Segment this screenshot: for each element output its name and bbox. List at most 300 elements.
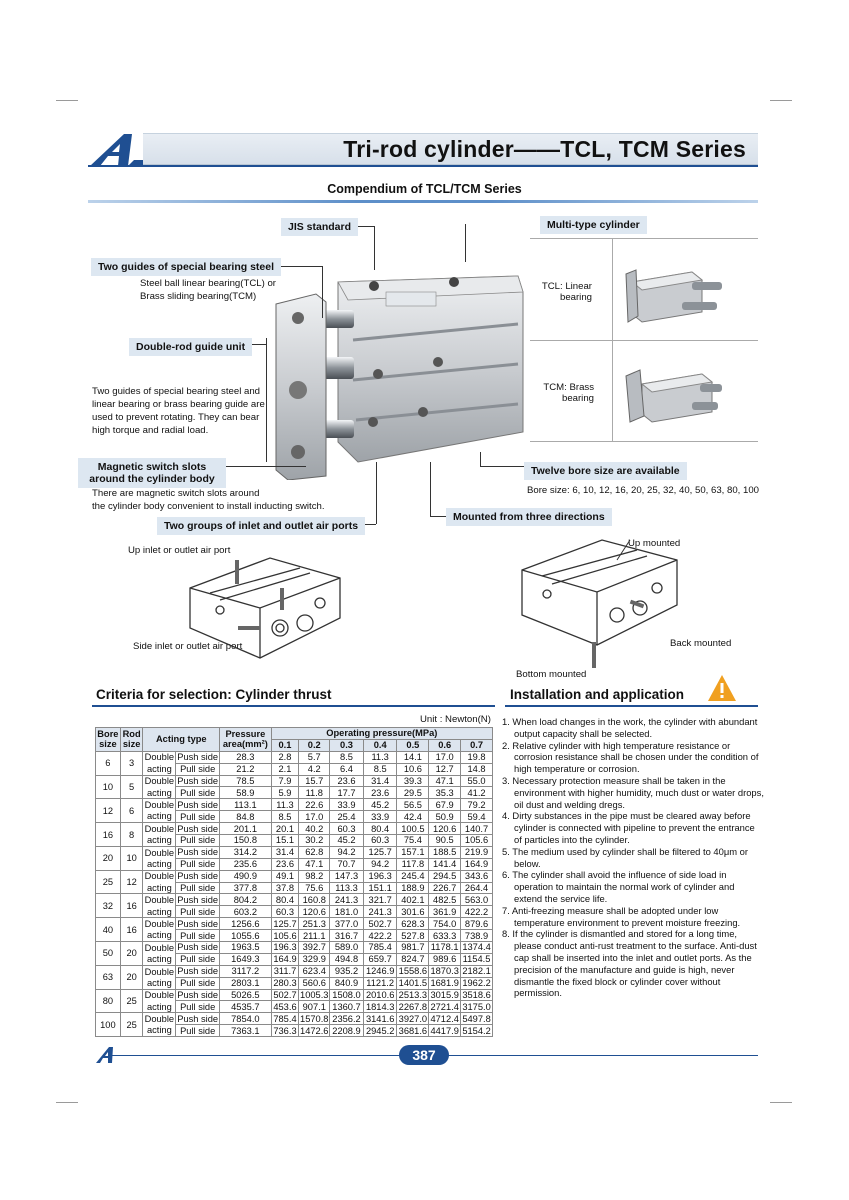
double-label-cell: Double — [144, 966, 175, 977]
thrust-value-cell: 560.6 — [299, 977, 330, 989]
thrust-value-cell: 482.5 — [429, 894, 461, 906]
thrust-value-cell: 301.6 — [397, 906, 429, 918]
thrust-value-cell: 422.2 — [363, 930, 397, 942]
table-row — [96, 942, 493, 954]
thrust-value-cell: 11.3 — [363, 751, 397, 763]
connector-line — [480, 452, 481, 466]
header-rod: Rod size — [120, 728, 143, 752]
thrust-value-cell: 628.3 — [397, 918, 429, 930]
thrust-value-cell: 226.7 — [429, 882, 461, 894]
thrust-value-cell: 105.6 — [271, 930, 299, 942]
rod-cell: 25 — [120, 989, 143, 1013]
pressure-header: 0.1 — [271, 739, 299, 751]
pressure-area-cell: 150.8 — [220, 835, 272, 847]
tcm-label: TCM: Brass bearing — [543, 382, 594, 404]
thrust-value-cell: 125.7 — [271, 918, 299, 930]
thrust-value-cell: 361.9 — [429, 906, 461, 918]
thrust-value-cell: 4.2 — [299, 763, 330, 775]
pull-side-cell: Pull side — [176, 930, 220, 942]
thrust-value-cell: 70.7 — [330, 858, 364, 870]
thrust-value-cell: 2.1 — [271, 763, 299, 775]
bore-cell: 80 — [96, 989, 121, 1013]
air-ports-tag: Two groups of inlet and outlet air ports — [157, 517, 365, 535]
thrust-value-cell: 25.4 — [330, 811, 364, 823]
thrust-value-cell: 33.9 — [330, 799, 364, 811]
thrust-value-cell: 280.3 — [271, 977, 299, 989]
table-row — [96, 1013, 493, 1025]
thrust-value-cell: 39.3 — [397, 775, 429, 787]
thrust-value-cell: 117.8 — [397, 858, 429, 870]
pull-side-cell: Pull side — [176, 977, 220, 989]
thrust-value-cell: 736.3 — [271, 1025, 299, 1037]
thrust-value-cell: 31.4 — [363, 775, 397, 787]
thrust-value-cell: 17.0 — [299, 811, 330, 823]
thrust-value-cell: 23.6 — [363, 787, 397, 799]
pull-side-cell: Pull side — [176, 906, 220, 918]
thrust-value-cell: 140.7 — [461, 823, 493, 835]
thrust-value-cell: 2513.3 — [398, 990, 428, 1001]
pressure-area-cell: 235.6 — [220, 858, 272, 870]
thrust-value-cell: 1508.0 — [330, 989, 364, 1001]
thrust-value-cell: 2208.9 — [330, 1025, 364, 1037]
thrust-value-cell: 1962.2 — [462, 978, 491, 989]
thrust-value-cell: 935.2 — [330, 965, 364, 977]
header-acting-type: Acting type — [143, 728, 220, 752]
rod-cell: 8 — [120, 823, 143, 847]
thrust-value-cell: 6.4 — [330, 763, 364, 775]
pressure-area-cell: 4535.7 — [220, 1001, 272, 1013]
double-label-cell: Double — [144, 918, 175, 929]
thrust-value-cell: 59.4 — [461, 811, 493, 823]
push-side-cell: Push side — [177, 776, 219, 786]
thrust-value-cell: 113.3 — [330, 882, 364, 894]
list-item: 3. Necessary protection measure shall be taken in the environment with higher humidity, much dust or water drops, oil dust and welding dregs. — [502, 774, 764, 810]
thrust-value-cell: 2945.2 — [363, 1025, 397, 1037]
thrust-value-cell: 41.2 — [461, 787, 493, 799]
tcl-cylinder-photo — [622, 252, 732, 330]
table-row — [96, 1001, 493, 1013]
list-item: 4. Dirty substances in the pipe must be cleared away before cylinder is connected with pipeline to prevent the entrance of particles into the cylinder. — [502, 810, 755, 845]
air-port-drawing — [180, 548, 350, 668]
thrust-value-cell: 563.0 — [461, 894, 493, 906]
thrust-value-cell: 60.3 — [363, 835, 397, 847]
thrust-value-cell: 147.3 — [330, 870, 364, 882]
header-pressure-area: Pressure area(mm²) — [220, 728, 272, 752]
thrust-value-cell: 160.8 — [299, 894, 330, 906]
tcl-label: TCL: Linear bearing — [541, 281, 592, 303]
thrust-value-cell: 20.1 — [271, 823, 299, 835]
thrust-value-cell: 316.7 — [330, 930, 364, 942]
thrust-value-cell: 981.7 — [397, 942, 429, 954]
acting-label-cell: acting — [143, 930, 176, 942]
thrust-value-cell: 3927.0 — [398, 1013, 428, 1024]
pressure-area-cell: 1256.6 — [220, 918, 272, 930]
list-item: 1. When load changes in the work, the cylinder with abundant output capacity shall be selected. — [502, 716, 758, 739]
table-row — [96, 799, 493, 811]
thrust-value-cell: 23.6 — [330, 775, 364, 787]
thrust-value-cell: 56.5 — [397, 799, 429, 811]
connector-line — [376, 462, 377, 524]
double-rod-text: Two guides of special bearing steel and linear bearing or brass bearing guide are used to prevent rotating. They can bear high torque and radial load. — [92, 386, 265, 436]
pressure-header: 0.4 — [363, 739, 397, 751]
connector-line — [252, 344, 266, 345]
double-label-cell: Double — [144, 800, 175, 811]
double-label-cell: Double — [144, 990, 175, 1001]
header-bar — [143, 133, 758, 165]
bore-cell: 16 — [96, 823, 121, 847]
mounting-drawing — [512, 530, 692, 670]
table-row — [96, 965, 493, 977]
thrust-value-cell: 241.3 — [363, 906, 397, 918]
table-row — [96, 894, 493, 906]
thrust-value-cell: 1154.5 — [461, 953, 493, 965]
up-mounted-label: Up mounted — [628, 538, 681, 549]
double-label-cell: Double — [144, 776, 175, 787]
crop-mark — [770, 100, 792, 101]
bottom-mounted-label: Bottom mounted — [516, 669, 587, 680]
thrust-value-cell: 211.1 — [299, 930, 330, 942]
thrust-value-cell: 188.9 — [397, 882, 429, 894]
multi-type-divider-h — [530, 340, 758, 341]
thrust-value-cell: 392.7 — [299, 942, 330, 954]
push-side-cell: Push side — [177, 871, 219, 882]
thrust-value-cell: 40.2 — [299, 823, 330, 835]
push-side-cell: Push side — [177, 823, 219, 834]
double-label-cell: Double — [144, 823, 175, 834]
table-row — [96, 953, 493, 965]
rod-cell: 3 — [120, 751, 143, 775]
crop-mark — [56, 1102, 78, 1103]
table-row — [96, 787, 493, 799]
push-side-cell: Push side — [177, 752, 219, 763]
thrust-value-cell: 377.0 — [330, 918, 364, 930]
thrust-value-cell: 453.6 — [271, 1001, 299, 1013]
thrust-value-cell: 80.4 — [271, 894, 299, 906]
connector-line — [465, 224, 466, 262]
thrust-value-cell: 17.0 — [429, 751, 461, 763]
thrust-value-cell: 60.3 — [271, 906, 299, 918]
thrust-value-cell: 75.4 — [397, 835, 429, 847]
pull-side-cell: Pull side — [176, 858, 220, 870]
thrust-value-cell: 1246.9 — [363, 965, 397, 977]
thrust-value-cell: 8.5 — [330, 751, 364, 763]
thrust-value-cell: 343.6 — [461, 870, 493, 882]
thrust-value-cell: 94.2 — [363, 858, 397, 870]
bore-cell: 10 — [96, 775, 121, 799]
push-side-cell: Push side — [177, 847, 219, 858]
rod-cell: 12 — [120, 870, 143, 894]
thrust-value-cell: 623.4 — [299, 965, 330, 977]
pull-side-cell: Pull side — [176, 787, 220, 799]
thrust-value-cell: 80.4 — [363, 823, 397, 835]
push-side-cell: Push side — [177, 918, 219, 929]
thrust-value-cell: 2.8 — [271, 751, 299, 763]
thrust-value-cell: 90.5 — [429, 835, 461, 847]
bore-cell: 25 — [96, 870, 121, 894]
magnetic-slots-text: There are magnetic switch slots around the cylinder body convenient to install inducting switch. — [92, 488, 325, 512]
thrust-value-cell: 1121.2 — [363, 977, 397, 989]
thrust-value-cell: 494.8 — [330, 953, 364, 965]
thrust-value-cell: 329.9 — [299, 953, 330, 965]
thrust-value-cell: 989.6 — [429, 953, 461, 965]
side-inlet-label: Side inlet or outlet air port — [133, 641, 243, 652]
back-mounted-label: Back mounted — [670, 638, 732, 649]
thrust-value-cell: 29.5 — [397, 787, 429, 799]
page-number: 387 — [399, 1045, 449, 1065]
brand-logo-icon — [88, 130, 146, 168]
thrust-value-cell: 1401.5 — [398, 978, 428, 989]
tcm-cylinder-photo — [622, 356, 732, 428]
thrust-value-cell: 151.1 — [363, 882, 397, 894]
thrust-value-cell: 3518.6 — [462, 990, 491, 1001]
thrust-value-cell: 785.4 — [363, 942, 397, 954]
thrust-value-cell: 3015.9 — [430, 990, 459, 1001]
push-side-cell: Push side — [177, 1013, 219, 1024]
installation-list — [502, 716, 764, 999]
double-label-cell: Double — [144, 1014, 175, 1025]
crop-mark — [770, 1102, 792, 1103]
connector-line — [480, 466, 524, 467]
pressure-area-cell: 1963.5 — [220, 942, 272, 954]
thrust-value-cell: 4712.4 — [430, 1013, 459, 1024]
thrust-value-cell: 188.5 — [429, 846, 461, 858]
thrust-value-cell: 824.7 — [397, 953, 429, 965]
acting-label-cell: acting — [143, 835, 176, 847]
thrust-value-cell: 907.1 — [299, 1001, 330, 1013]
pressure-area-cell: 58.9 — [220, 787, 272, 799]
thrust-value-cell: 98.2 — [299, 870, 330, 882]
thrust-value-cell: 1681.9 — [430, 978, 459, 989]
thrust-value-cell: 47.1 — [429, 775, 461, 787]
table-row — [96, 882, 493, 894]
thrust-value-cell: 1558.6 — [398, 966, 428, 977]
thrust-value-cell: 321.7 — [363, 894, 397, 906]
thrust-value-cell: 120.6 — [429, 823, 461, 835]
unit-label: Unit : Newton(N) — [420, 714, 491, 725]
thrust-value-cell: 5.9 — [271, 787, 299, 799]
rod-cell: 25 — [120, 1013, 143, 1037]
rod-cell: 16 — [120, 918, 143, 942]
acting-label-cell: acting — [143, 953, 176, 965]
pull-side-cell: Pull side — [176, 953, 220, 965]
thrust-value-cell: 241.3 — [330, 894, 364, 906]
pressure-header: 0.3 — [330, 739, 364, 751]
pressure-area-cell: 78.5 — [220, 775, 272, 787]
acting-label-cell: acting — [143, 882, 176, 894]
table-row — [96, 930, 493, 942]
thrust-value-cell: 55.0 — [461, 775, 493, 787]
up-inlet-label: Up inlet or outlet air port — [128, 545, 231, 556]
pressure-header: 0.2 — [299, 739, 330, 751]
pressure-area-cell: 5026.5 — [220, 989, 272, 1001]
thrust-value-cell: 23.6 — [271, 858, 299, 870]
double-rod-tag: Double-rod guide unit — [129, 338, 252, 356]
rod-cell: 20 — [120, 965, 143, 989]
rod-cell: 16 — [120, 894, 143, 918]
thrust-value-cell: 11.8 — [299, 787, 330, 799]
thrust-value-cell: 633.3 — [429, 930, 461, 942]
thrust-value-cell: 164.9 — [271, 953, 299, 965]
installation-title: Installation and application — [510, 687, 685, 702]
criteria-title-prefix: Criteria for selection — [96, 687, 228, 702]
thrust-value-cell: 11.3 — [271, 799, 299, 811]
acting-label-cell: acting — [143, 811, 176, 823]
thrust-value-cell: 219.9 — [461, 846, 493, 858]
bore-cell: 32 — [96, 894, 121, 918]
double-label-cell: Double — [144, 752, 175, 763]
table-row — [96, 846, 493, 858]
double-label-cell: Double — [144, 895, 175, 906]
double-label-cell: Double — [144, 847, 175, 858]
pressure-area-cell: 3117.2 — [220, 965, 272, 977]
pressure-area-cell: 201.1 — [220, 823, 272, 835]
thrust-value-cell: 840.9 — [330, 977, 364, 989]
rod-cell: 5 — [120, 775, 143, 799]
thrust-value-cell: 196.3 — [271, 942, 299, 954]
table-row — [96, 811, 493, 823]
thrust-value-cell: 12.7 — [429, 763, 461, 775]
twelve-bore-text: Bore size: 6, 10, 12, 16, 20, 25, 32, 40, 50, 63, 80, 100 — [527, 485, 760, 496]
thrust-value-cell: 5.7 — [299, 751, 330, 763]
pressure-area-cell: 7854.0 — [220, 1013, 272, 1025]
criteria-title — [96, 687, 332, 702]
header-bore: Bore size — [97, 729, 119, 750]
thrust-value-cell: 502.7 — [363, 918, 397, 930]
thrust-value-cell: 3175.0 — [462, 1001, 491, 1012]
thrust-value-cell: 3681.6 — [398, 1025, 428, 1036]
push-side-cell: Push side — [177, 942, 219, 953]
thrust-value-cell: 1360.7 — [330, 1001, 364, 1013]
thrust-value-cell: 30.2 — [299, 835, 330, 847]
acting-label-cell: acting — [143, 787, 176, 799]
acting-label-cell: acting — [143, 906, 176, 918]
bore-cell: 40 — [96, 918, 121, 942]
thrust-value-cell: 14.8 — [461, 763, 493, 775]
rod-cell: 10 — [120, 846, 143, 870]
table-row — [96, 989, 493, 1001]
connector-line — [430, 462, 431, 516]
list-item: 6. The cylinder shall avoid the influence of side load in operation to maintain the normal work of cylinder and extend the service life. — [502, 869, 735, 904]
magnetic-slots-tag: Magnetic switch slots around the cylinder body — [78, 458, 226, 488]
thrust-value-cell: 1374.4 — [462, 942, 491, 953]
twelve-bore-tag: Twelve bore size are available — [524, 462, 687, 480]
thrust-value-cell: 1178.1 — [429, 942, 461, 954]
connector-line — [430, 516, 446, 517]
criteria-divider — [92, 705, 495, 707]
pressure-area-cell: 113.1 — [220, 799, 272, 811]
acting-label-cell: acting — [143, 858, 176, 870]
criteria-title-suffix: : Cylinder thrust — [227, 687, 332, 702]
thrust-value-cell: 10.6 — [397, 763, 429, 775]
thrust-value-cell: 2182.1 — [462, 966, 491, 977]
pressure-header: 0.5 — [397, 739, 429, 751]
thrust-value-cell: 2721.4 — [430, 1001, 459, 1012]
thrust-value-cell: 62.8 — [299, 846, 330, 858]
thrust-value-cell: 50.9 — [429, 811, 461, 823]
thrust-value-cell: 47.1 — [299, 858, 330, 870]
bore-cell: 12 — [96, 799, 121, 823]
thrust-value-cell: 141.4 — [429, 858, 461, 870]
pull-side-cell: Pull side — [176, 882, 220, 894]
table-row — [96, 751, 493, 763]
thrust-value-cell: 785.4 — [271, 1013, 299, 1025]
list-item: 8. If the cylinder is dismantled and stored for a long time, please conduct anti-rust treatment to the surface. Anti-dust cap shall be inserted into the inlet and outlet ports. As the precision of the manufacture and guide is high, never dismantle the fixed block or cylinder cover without permission. — [502, 928, 757, 999]
table-row — [96, 858, 493, 870]
mounted-directions-tag: Mounted from three directions — [446, 508, 612, 526]
thrust-value-cell: 120.6 — [299, 906, 330, 918]
thrust-value-cell: 45.2 — [363, 799, 397, 811]
table-row — [96, 906, 493, 918]
pressure-header: 0.6 — [429, 739, 461, 751]
list-item: 5. The medium used by cylinder shall be filtered to 40μm or below. — [502, 845, 748, 869]
thrust-value-cell: 402.1 — [397, 894, 429, 906]
thrust-value-cell: 17.7 — [330, 787, 364, 799]
thrust-value-cell: 196.3 — [363, 870, 397, 882]
thrust-value-cell: 2010.6 — [363, 989, 397, 1001]
installation-divider — [505, 705, 758, 707]
thrust-value-cell: 35.3 — [429, 787, 461, 799]
push-side-cell: Push side — [177, 990, 219, 1001]
thrust-value-cell: 2356.2 — [330, 1013, 364, 1025]
connector-line — [322, 266, 323, 318]
thrust-value-cell: 251.3 — [299, 918, 330, 930]
table-row — [96, 870, 493, 882]
thrust-value-cell: 659.7 — [363, 953, 397, 965]
double-label-cell: Double — [144, 942, 175, 953]
table-row — [96, 763, 493, 775]
pressure-area-cell: 28.3 — [220, 751, 272, 763]
table-row — [96, 775, 493, 787]
push-side-cell: Push side — [177, 799, 219, 810]
jis-standard-tag: JIS standard — [281, 218, 358, 236]
thrust-value-cell: 2267.8 — [398, 1001, 428, 1012]
thrust-value-cell: 294.5 — [429, 870, 461, 882]
thrust-value-cell: 45.2 — [330, 835, 364, 847]
cylinder-illustration — [268, 262, 538, 480]
rod-cell: 20 — [120, 942, 143, 966]
pressure-area-cell: 804.2 — [220, 894, 272, 906]
connector-line — [226, 466, 306, 467]
bore-cell: 100 — [96, 1013, 121, 1037]
pressure-area-cell: 84.8 — [220, 811, 272, 823]
thrust-value-cell: 1870.3 — [430, 966, 459, 977]
thrust-value-cell: 14.1 — [397, 751, 429, 763]
thrust-value-cell: 527.8 — [397, 930, 429, 942]
thrust-value-cell: 1472.6 — [300, 1025, 329, 1036]
thrust-value-cell: 502.7 — [271, 989, 299, 1001]
thrust-value-cell: 94.2 — [330, 846, 364, 858]
pressure-area-cell: 21.2 — [220, 763, 272, 775]
two-guides-text: Steel ball linear bearing(TCL) or Brass sliding bearing(TCM) — [140, 278, 276, 302]
thrust-value-cell: 75.6 — [299, 882, 330, 894]
acting-label-cell: acting — [143, 1025, 176, 1037]
bore-cell: 63 — [96, 965, 121, 989]
thrust-value-cell: 33.9 — [363, 811, 397, 823]
crop-mark — [56, 100, 78, 101]
thrust-value-cell: 311.7 — [271, 965, 299, 977]
thrust-value-cell: 8.5 — [271, 811, 299, 823]
pressure-area-cell: 1649.3 — [220, 953, 272, 965]
pressure-area-cell: 377.8 — [220, 882, 272, 894]
connector-line — [277, 266, 322, 267]
pull-side-cell: Pull side — [176, 1001, 220, 1013]
header-divider — [88, 165, 758, 167]
acting-label-cell: acting — [143, 1001, 176, 1013]
pressure-area-cell: 490.9 — [220, 870, 272, 882]
acting-label-cell: acting — [143, 977, 176, 989]
connector-line — [358, 226, 374, 227]
compendium-divider — [88, 200, 758, 203]
